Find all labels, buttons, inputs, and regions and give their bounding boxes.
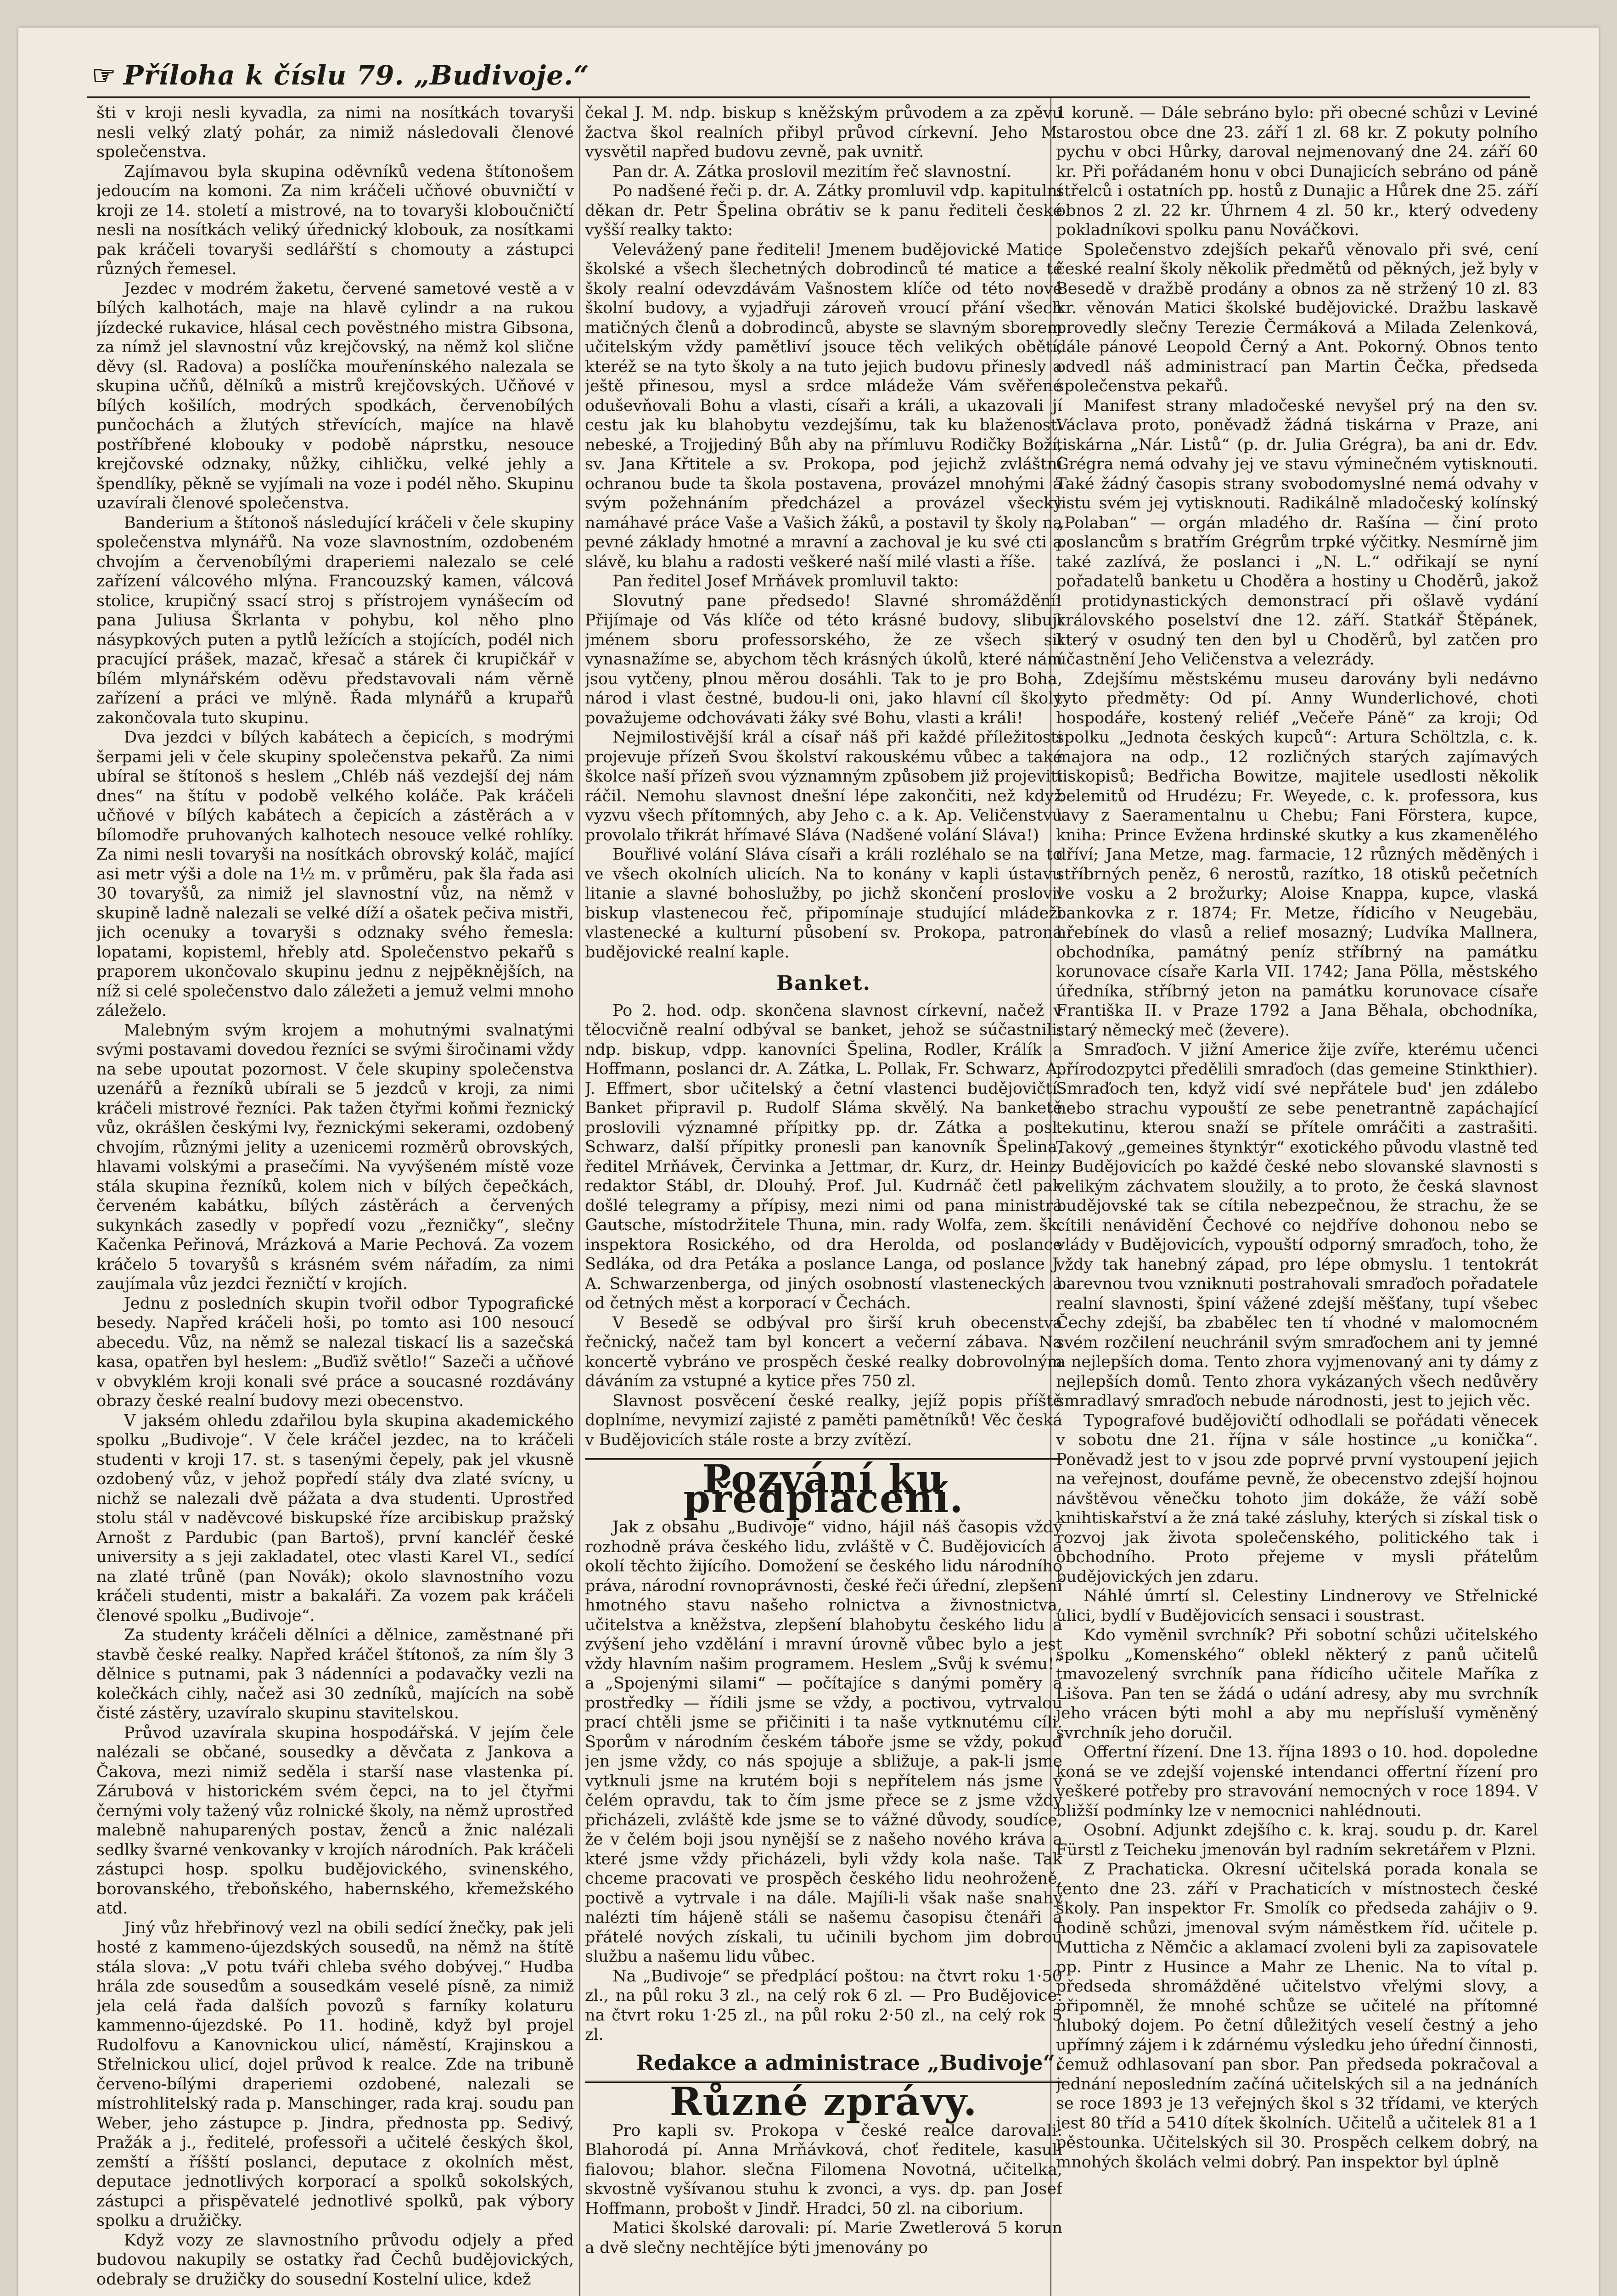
subscription-heading: Pozvání ku předplacení.	[683, 1456, 964, 1521]
paragraph: Z Prachaticka. Okresní učitelská porada konala se tento dne 23. září v Prachaticích v místnostech české školy. Pan inspektor Fr. Smolík co předseda zahájiv o 9. hodině schůzi, jmenoval svým náměstkem říd. učitele p. Mutticha z Němčic a aklamací zvoleni byli za zapisovatele pp. Pintr z Husince a Mahr ze Lhenic. Na to vítal p. předseda shromážděné učitelstvo vřelými slovy, a připomněl, že mnohé schůze se učitelé na přítomné hluboký dojem. Po četní důležitých veselí čestný a jeho upřímný zájem i k zdárnému výsledku jeho úřední činnosti, čemuž odhlasovaní pan sbor. Pan předseda pokračoval a jednání neposledním začíná učitelských sil a na jednáních se roce 1893 je 13 veřejných škol s 32 třídami, ve kterých jest 80 tříd a 5410 dítek školních. Učitelů a učitelek 81 a 1 pěstounka. Učitelských sil 30. Prospěch celkem dobrý, na mnohých školách velmi dobrý. Pan inspektor byl úplně	[1056, 1860, 1538, 2172]
paragraph: Společenstvo zdejších pekařů věnovalo při své, cení české realní školy několik předmětů od pěkných, jež byly v Besedě v dražbě prodány a obnos za ně stržený 10 zl. 83 kr. věnován Matici školské budějovické. Dražbu laskavě provedly slečny Terezie Čermáková a Milada Zelenková, dále pánové Leopold Černý a Ant. Pokorný. Obnos tento odvedl náš administrací pan Martin Čečka, předseda společenstva pekařů.	[1056, 240, 1538, 395]
paragraph: Nejmilostivější král a císař náš při každé příležitosti projevuje přízeň Svou školství rakouskému vůbec a také školce naší přízeň svou významným způsobem již projeviti ráčil. Nemohu slavnost dnešní lépe zakončiti, než když vyzvu všech přítomných, aby Jeho c. a k. Ap. Veličenstvu provolalo třikrát hřímavé Sláva (Nadšené volání Sláva!)	[585, 728, 1062, 844]
paragraph: Za studenty kráčeli dělníci a dělnice, zaměstnané při stavbě české realky. Napřed kráčel štítonoš, za ním šly 3 dělnice s putnami, pak 3 nádenníci a podavačky vezli na kolečkách cihly, načež asi 30 zedníků, majících na sobě čisté zástěry, uzavíralo skupinu stavitelskou.	[96, 1626, 574, 1722]
paragraph: Pro kapli sv. Prokopa v české realce darovali: Blahorodá pí. Anna Mrňávková, choť ředitele, kasuli fialovou; blahor. slečna Filomena Novotná, učitelka, skvostně vyšívanou stuhu k zvonci, a vys. dp. pan Josef Hoffmann, probošt v Jindř. Hradci, 50 zl. na ciborium.	[585, 2121, 1062, 2218]
paragraph: Jak z obsahu „Budivoje“ vidno, hájil náš časopis vždy rozhodně práva českého lidu, zvláště v Č. Budějovicích a okolí těchto žijícího. Domožení se českého lidu národního práva, národní rovnoprávnosti, české řeči úřední, zlepšení hmotného stavu našeho rolnictva a živnostnictva, učitelstva a kněžstva, zlepšení blahobytu českého lidu a zvýšení jeho vzdělání i mravní úrovně vůbec bylo a jest vždy hlavním našim programem. Heslem „Svůj k svému!“ a „Spojenými silami“ — počítajíce s danými poměry a prostředky — řídili jsme se vždy, a poctivou, vytrvalou prací chtěli jsme se přičiniti i ta naše vytknutému cíli. Sporům v národním českém táboře jsme se vždy, pokud jen jsme vždy, co nás spojuje a sbližuje, a pak-li jsme vytknuli jsme na krutém boji s nepřítelem nás jsme v čelém opravdu, tak to čím jsme přece se z jsme vždy přicházeli, zvláště kde jsme se to vážné důvody, soudíce, že v čelém boji jsou nynější se z našeho nového kráva a které jsme vždy přicházeli, byli vždy kola naše. Tak chceme pracovati ve prospěch českého lidu neohroženě, poctivě a vytrvale i na dále. Majíli-li však naše snahy nalézti tím hájeně stáli se našemu časopisu čtenáři a přátelé nových získali, tu učinili bychom jim dobrou službu a našemu lidu vůbec.	[585, 1518, 1062, 1966]
paragraph: V Besedě se odbýval pro širší kruh obecenstva řečnický, načež tam byl koncert a večerní zábava. Na koncertě vybráno ve prospěch české realky dobrovolným dáváním za vstupné a kytice přes 750 zl.	[585, 1313, 1062, 1390]
column-1	[96, 103, 574, 2296]
paragraph: Banderium a štítonoš následující kráčeli v čele skupiny společenstva mlynářů. Na voze slavnostním, ozdobeném chvojím a červenobílými draperiemi nalezalo se celé zařízení válcového mlýna. Francouzský kamen, válcová stolice, krupičný ssací stroj s přístrojem vynášecím od pana Juliusa Škrlanta v pohybu, kol něho plno násypkových puten a pytlů ležících a stojících, podél nich pracující prášek, mazač, křesač a stárek či krupičkář v bílém mlynářském oděvu představovali nám věrně zařízení a práci ve mlýně. Řada mlynářů a krupařů zakončovala tuto skupinu.	[96, 513, 574, 727]
paragraph: Zajímavou byla skupina oděvníků vedena štítonošem jedoucím na komoni. Za nim kráčeli učňové obuvničtí v kroji ze 14. století a mistrové, na to tovaryši kloboučničtí nesli na nosítkách veliký úřednický klobouk, za nosítkami pak kráčeli tovaryši sedlářští s chomouty a zástupci různých řemesel.	[96, 162, 574, 278]
paragraph: Po nadšené řeči p. dr. A. Zátky promluvil vdp. kapitulní děkan dr. Petr Špelina obrátiv se k panu řediteli české vyšší realky takto:	[585, 182, 1062, 239]
paragraph: Matici školské darovali: pí. Marie Zwetlerová 5 korun a dvě slečny nechtějíce býti jmenovány po	[585, 2219, 1062, 2257]
news-heading: Různé zprávy.	[669, 2079, 978, 2124]
paragraph: Slavnost posvěcení české realky, jejíž popis příště doplníme, nevymizí zajisté z paměti pamětníků! Věc česká v Budějovicích stále roste a brzy zvítězí.	[585, 1391, 1062, 1449]
column-2	[585, 103, 1062, 2296]
column-divider-1	[579, 96, 580, 2296]
paragraph: Dva jezdci v bílých kabátech a čepicích, s modrými šerpami jeli v čele skupiny společenstva pekařů. Za nimi ubíral se štítonoš s heslem „Chléb náš vezdejší dej nám dnes“ na štítu v podobě velkého koláče. Pak kráčeli učňové v bílých kabátech a čepicích a zástěrách a v bílomodře pruhovaných kalhotech nesouce velké rohlíky. Za nimi nesli tovaryši na nosítkách obrovský koláč, mající asi metr výši a dole na 1½ m. v průměru, pak šla řada asi 30 tovaryšů, za nimiž jel slavnostní vůz, na němž v skupině ladně nalezali se velké díží a ošatek pečiva mistři, jich ocenuky a tovaryši s odznaky svého řemesla: lopatami, kopisteml, hřebly atd. Společenstvo pekařů s praporem ukončovalo skupinu jednu z nejpěknějších, na níž si celé společenstvo dalo záležeti a jemuž velmi mnoho záleželo.	[96, 728, 574, 1020]
header-rule	[87, 96, 1530, 98]
paragraph: Manifest strany mladočeské nevyšel prý na den sv. Václava proto, poněvadž žádná tiskárna v Praze, ani tiskárna „Nár. Listů“ (p. dr. Julia Grégra), ba ani dr. Edv. Grégra nemá odvahy jej ve stavu výminečném vytisknouti. Také žádný časopis strany svobodomyslné nemá odvahy v listu svém jej vytisknouti. Radikálně mladočeský kolínský „Polaban“ — orgán mladého dr. Rašína — činí proto poslancům s bratřím Grégrům trpké výčitky. Nesmírně jim také zazlívá, že poslanci i „N. L.“ odřikají se nyní pořadatelů banketu u Choděra a hostiny u Choděrů, jakož i protidynastických demonstrací při ošlavě vydání královského poselství dne 12. září. Statkář Štěpánek, který v osudný ten den byl u Choděrů, byl zatčen pro účastnění Jeho Veličenstva a velezrády.	[1056, 396, 1538, 669]
column-3	[1056, 103, 1538, 2296]
paragraph: 1 koruně. — Dále sebráno bylo: při obecné schůzi v Leviné starostou obce dne 23. září 1 zl. 68 kr. Z pokuty polního pychu v obci Hůrky, daroval nejmenovaný dne 24. září 60 kr. Při pořádaném honu v obci Dunajicích sebráno od páně střelců i ostatních pp. hostů z Dunajic a Hůrek dne 25. září obnos 2 zl. 22 kr. Úhrnem 4 zl. 50 kr., který odvedeny pokladníkovi spolku panu Nováčkovi.	[1056, 104, 1538, 239]
paragraph: Jednu z posledních skupin tvořil odbor Typografické besedy. Napřed kráčeli hoši, po tomto asi 100 nesoucí abecedu. Vůz, na němž se nalezal tiskací lis a sazečská kasa, opatřen byl heslem: „Buďiž světlo!“ Sazeči a učňové v obvyklém kroji konali své práce a soucasné rozdávány obrazy české realní budovy mezi obecenstvo.	[96, 1294, 574, 1410]
paragraph: Průvod uzavírala skupina hospodářská. V jejím čele nalézali se občané, sousedky a děvčata z Jankova a Čakova, mezi nimiž seděla i starší nase vlastenka pí. Zárubová v historickém svém čepci, na to jel čtyřmi černými voly tažený vůz rolnické školy, na němž uprostřed malebně nahuparených postav, ženců a žnic nalézali sedlky švarné venkovanky v krojích národních. Pak kráčeli zástupci hosp. spolku budějovického, svinenského, borovanského, třeboňského, habernského, křemežského atd.	[96, 1723, 574, 1918]
paragraph: Osobní. Adjunkt zdejšího c. k. kraj. soudu p. dr. Karel Fürstl z Teicheku jmenován byl radním sekretářem v Plzni.	[1056, 1821, 1538, 1859]
paragraph: Když vozy ze slavnostního průvodu odjely a před budovou nakupily se ostatky řad Čechů budějovických, odebraly se družičky do sousední Kostelní ulice, kdež	[96, 2231, 574, 2289]
paragraph: Kdo vyměnil svrchník? Při sobotní schůzi učitelského spolku „Komenského“ oblekl některý z panů učitelů tmavozelený svrchník pana řídicího učitele Maříka z Lišova. Pan ten se žádá o udání adresy, aby mu svrchník jeho vrácen býti mohl a aby mu nepřísluší vyměněný svrchník jeho doručil.	[1056, 1626, 1538, 1742]
paragraph: Pan dr. A. Zátka proslovil mezitím řeč slavnostní.	[612, 162, 1012, 181]
paragraph: šti v kroji nesli kyvadla, za nimi na nosítkách tovaryši nesli velký zlatý pohár, za nimiž následovali členové společenstva.	[96, 104, 574, 161]
paragraph: Offertní řízení. Dne 13. října 1893 o 10. hod. dopoledne koná se ve zdejší vojenské intendanci offertní řízení pro veškeré potřeby pro stravování nemocných v roce 1894. V bližší podmínky lze v nemocnici nahlédnouti.	[1056, 1743, 1538, 1820]
paragraph: Jezdec v modrém žaketu, červené sametové vestě a v bílých kalhotách, maje na hlavě cylindr a na rukou jízdecké rukavice, hlásal cech pověstného mistra Gibsona, za nímž jel slavnostní vůz krejčovský, na němž kol slične děvy (sl. Radova) a poslíčka mouřenínského nalezala se skupina učňů, dělníků a mistrů krejčovských. Učňové v bílých košilích, modrých spodkách, červenobílých punčochách a žlutých střevících, majíce na hlavě postříbřené klobouky v podobě náprstku, nesouce krejčovské odznaky, nůžky, cihličku, velké jehly a špendlíky, pěkně se vyjímali na voze i podél něho. Skupinu uzavírali členové společenstva.	[96, 279, 574, 512]
paragraph: Pan ředitel Josef Mrňávek promluvil takto:	[612, 572, 959, 591]
pointing-hand-icon: ☞	[92, 60, 116, 91]
editorial-signature: Redakce a administrace „Budivoje“.	[636, 2050, 1062, 2075]
paragraph: Bouřlivé volání Sláva císaři a králi rozléhalo se na to ve všech okolních ulicích. Na to konány v kapli ústavu litanie a slavné bohoslužby, po jichž skončení proslovil biskup vlastenecou řeč, připomínaje studující mládeži vlastenecké a kulturní působení sv. Prokopa, patrona budějovické realní kaple.	[585, 845, 1062, 962]
paragraph: Malebným svým krojem a mohutnými svalnatými svými postavami dovedou řezníci se svými širočinami vždy na sebe upoutat pozornost. V čele skupiny společenstva uzenářů a řezníků ubírali se 5 jezdců v kroji, za nimi kráčeli mistrové řezníci. Pak tažen čtyřmi koňmi řeznický vůz, okrášlen českými lvy, řeznickými sekerami, ozdobený chvojím, různými jelity a uzenicemi rozměrů obrovských, hlavami volskými a prasečími. Na vyvýšeném místě voze stála skupina řezníků, kolem nich v bílých čepečkách, červeném kabátku, bílých zástěrách a červených sukynkách zasedly v popředí vozu „řezničky“, slečny Kačenka Peřinová, Mrázková a Marie Pechová. Za vozem kráčelo 5 tovaryšů s krásném svém nářadím, za nimi zaujímala vůz jezdci řezničtí v krojích.	[96, 1021, 574, 1293]
paragraph: V jaksém ohledu zdařilou byla skupina akademického spolku „Budivoje“. V čele kráčel jezdec, na to kráčeli studenti v kroji 17. st. s tasenými čepely, pak jel vkusně ozdobený vůz, v jehož popředí stály dva zlaté svícny, u nichž se nalezali dvě pážata a dva studenti. Uprostřed stolu stál v naděvcové biskupské říze arcibiskup pražský Arnošt z Pardubic (pan Bartoš), první kancléř české university a s jeji zakladatel, otec vlasti Karel VI., sedící na zlaté trůně (pan Novák); okolo slavnostního vozu kráčeli studenti, mistr a bakaláři. Za vozem pak kráčeli členové spolku „Budivoje“.	[96, 1411, 574, 1625]
paragraph: Náhlé úmrtí sl. Celestiny Lindnerovy ve Střelnické ulici, bydlí v Budějovicích sensaci i soustrast.	[1056, 1587, 1538, 1625]
paragraph: Slovutný pane předsedo! Slavné shromáždění! Přijímaje od Vás klíče od této krásné budovy, slibuji jménem sboru professorského, že ze všech sil vynasnažíme se, abychom těch krásných úkolů, které nám jsou vytčeny, plnou měrou dosáhli. Tak to je pro Boha, národ i vlast čestné, budou-li oni, jako hlavní cíl školy považujeme odchovávati žáky své Bohu, vlasti a králi!	[585, 591, 1062, 727]
paragraph: Smraďoch. V jižní Americe žije zvíře, kterému učenci přírodozpytci předělili smraďoch (das gemeine Stinkthier). Smraďoch ten, když vidí své nepřátele bud' jen zdálebo nebo strachu vypouští ze sebe penetrantně zapáchající tekutinu, kterou snaží se přítele omráčiti a zastrašiti. Takový „gemeines štynktýr“ exotického původu vlastně teď v Budějovicích po každé české nebo slovanské slavnosti s velikým záchvatem sloužily, a to proto, že česká slavnost budějovské tak se cítila nebezpečnou, že strachu, že se cítili nenávidění Čechové co nejdříve dohonou nebo se vlády v Budějovicích, vypouští odporný smraďoch, toho, že vždy tak hanebný západ, pro lépe obmyslu. 1 tentokrát barevnou tvou vzniknuti postrahovali smraďoch pořadatele realní slavnosti, špiní vážené zdejší měšťany, tupí všebec Čechy zdejší, ba zbabělec ten tí vhodné v malomocném svém rozčilení neuchránil svým smraďochem ani ty jemné a nejlepších doma. Tento zhora vyjmenovaný ani ty dámy z nejlepších domů. Tento zhora vykázaných všech nedůvěry smradlavý smraďoch nebude národnosti, jest to jejich věc.	[1056, 1041, 1538, 1410]
paragraph: Jiný vůz hřebřinový vezl na obili sedící žnečky, pak jeli hosté z kammeno-újezdských sousedů, na němž na štítě stála slova: „V potu tváři chleba svého dobývej.“ Hudba hrála zde sousedům a sousedkám veselé písně, za nimiž jela celá řada dalších povozů s farníky kolaturu kammenno-újezdské. Po 11. hodině, když byl projel Rudolfovu a Kanovnickou ulicí, náměstí, Krajinskou a Střelnickou ulicí, dojel průvod k realce. Zde na tribuně červeno-bílými draperiemi ozdobené, nalezali se místrohlitelský rada p. Manschinger, rada kraj. soudu pan Weber, jeho zástupce p. Jindra, přednosta pp. Sedivý, Pražák a j., ředitelé, professoři a učitelé českých škol, zemští a říšští poslanci, deputace z okolních měst, deputace jednotlivých korporací a spolků sokolských, zástupci a přispěvatelé jednotlivé spolků, pak výbory spolku a družičky.	[96, 1919, 574, 2230]
header-title: Příloha k číslu 79. „Budivoje.“	[124, 60, 590, 91]
newspaper-page	[18, 28, 1599, 2296]
paragraph: Velevážený pane řediteli! Jmenem budějovické Matice školské a všech šlechetných dobrodinců té matice a té školy realní odevzdávám Vašnostem klíče od této nové školní budovy, a vyjadřuji zároveň vroucí přání všech matičných členů a dobrodinců, abyste se slavným sborem učitelským vždy pamětliví jsouce těch velikých obětí, kteréž se na tyto školy a na tuto jejich budovu přinesly a ještě přinesou, mysl a srdce mládeže Vám svěřené oduševňovali Bohu a vlasti, císaři a králi, a ukazovali jí cestu jak ku blahobytu vezdejšímu, tak ku blaženosti nebeské, a Trojjediný Bůh aby na přímluvu Rodičky Boží, sv. Jana Křtitele a sv. Prokopa, pod jejichž zvláštní ochranou bude ta škola postavena, provázel mnohými a svým požehnáním předcházel a provázel všecky namáhavé práce Vaše a Vašich žáků, a postavil ty školy na pevné základy hmotné a mravní a zachoval je ku své cti a slávě, ku blahu a radosti veškeré naší milé vlasti a říše.	[585, 240, 1062, 571]
paragraph: Na „Budivoje“ se předplácí poštou: na čtvrt roku 1·50 zl., na půl roku 3 zl., na celý rok 6 zl. — Pro Budějovice: na čtvrt roku 1·25 zl., na půl roku 2·50 zl., na celý rok 5 zl.	[585, 1967, 1062, 2044]
banket-heading: Banket.	[776, 972, 871, 995]
paragraph: Po 2. hod. odp. skončena slavnost církevní, načež v tělocvičně realní odbýval se banket, jehož se súčastnili: ndp. biskup, vdpp. kanovníci Špelina, Rodler, Králík a Hoffmann, poslanci dr. A. Zátka, L. Pollak, Fr. Schwarz, A. J. Effmert, sbor učitelský a četní vlastenci budějovičtí. Banket připravil p. Rudolf Sláma skvělý. Na banketě proslovili významné přípitky pp. dr. Zátka a posl. Schwarz, další přípitky pronesli pan kanovník Špelina, ředitel Mrňávek, Červinka a Jettmar, dr. Kurz, dr. Heinz, redaktor Stábl, dr. Dlouhý. Prof. Jul. Kudrnáč četl pak došlé telegramy a přípisy, mezi nimi od pana ministra Gautsche, místodržitele Thuna, min. rady Wolfa, zem. šk. inspektora Rosického, od dra Herolda, od poslance Sedláka, od dra Petáka a poslance Langa, od poslance J. A. Schwarzenberga, od jiných osobností vlasteneckých a od četných měst a korporací v Čechách.	[585, 1001, 1062, 1312]
paragraph: čekal J. M. ndp. biskup s kněžským průvodem a za zpěvu žactva škol realních přibyl průvod církevní. Jeho M. vysvětil napřed budovu zevně, pak uvnitř.	[585, 104, 1062, 161]
page-header	[92, 60, 590, 91]
paragraph: Typografové budějovičtí odhodlali se pořádati věnecek v sobotu dne 21. října v sále hostince „u konička“. Poněvadž jest to v jsou zde poprvé první vystoupení jejich na veřejnost, doufáme pevně, že obecenstvo zdejší hojnou návštěvou věnečku tohoto jim dokáže, že váží sobě knihtiskařství a že zná také zásluhy, kterých si získal tisk o rozvoj jak života společenského, politického tak i obchodního. Proto přejeme v mysli přátelům budějovických jen zdaru.	[1056, 1411, 1538, 1586]
paragraph: Zdejšímu městskému museu darovány byli nedávno tyto předměty: Od pí. Anny Wunderlichové, choti hospodáře, kostený reliéf „Večeře Páně“ za kroji; Od spolku „Jednota českých kupců“: Artura Schöltzla, c. k. majora na odp., 12 rozličných starých zajímavých tiskopisů; Bedřicha Bowitze, majitele usedlosti několik belemitů od Hrudézu; Fr. Weyede, c. k. professora, kus lavy z Saeramentalnu u Chebu; Fani Förstera, kupce, kniha: Prince Evžena hrdinské skutky a kus zkamenělého dříví; Jana Metze, mag. farmacie, 12 různých měděných i stříbrných peněz, 6 nerostů, razítko, 18 otisků pečetních ve vosku a 2 brožurky; Aloise Knappa, kupce, vlaská bankovka z r. 1874; Fr. Metze, řídicího v Neugebäu, hřebínek do vlasů a relief mosazný; Ludvíka Mallnera, obchodníka, památný peníz stříbrný na památku korunovace císaře Karla VII. 1742; Jana Pölla, městského úředníka, stříbrný jeton na památku korunovace císaře Františka II. v Praze 1792 a Jana Běhala, obchodníka, starý německý meč (ževere).	[1056, 670, 1538, 1040]
